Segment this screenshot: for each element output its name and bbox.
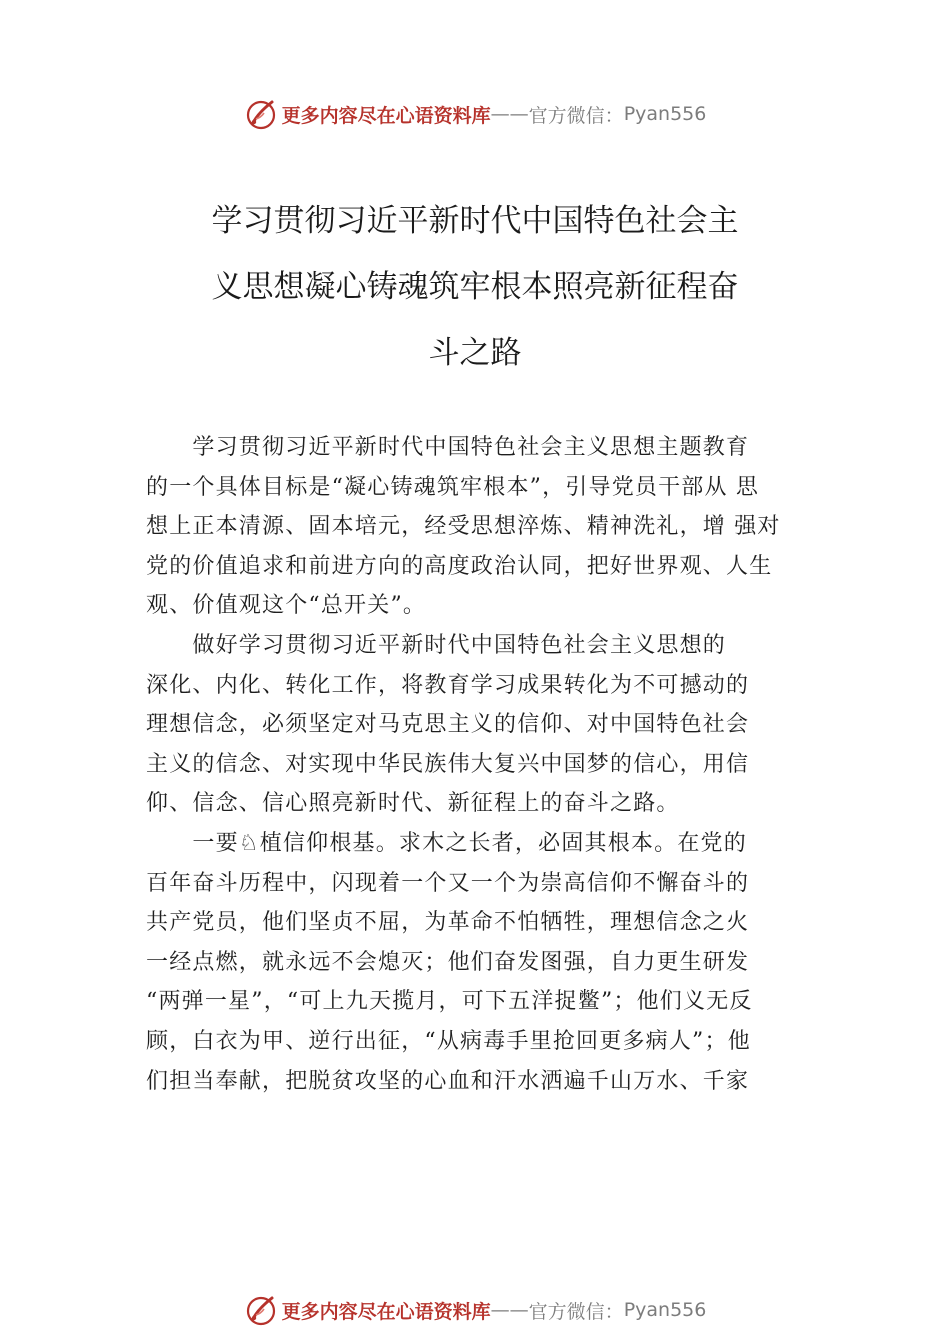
footer-watermark-banner bbox=[0, 1290, 950, 1330]
body-line: 想上正本清源、固本培元，经受思想淬炼、精神洗礼，增 强对 bbox=[146, 514, 781, 540]
title-line: 学习贯彻习近平新时代中国特色社会主 bbox=[211, 203, 739, 239]
body-line: 顾，白衣为甲、逆行出征，“从病毒手里抢回更多病人”；他 bbox=[146, 1028, 751, 1054]
body-line: 理想信念，必须坚定对马克思主义的信仰、对中国特色社会 bbox=[146, 712, 750, 738]
banner-account: Pyan556 bbox=[623, 1299, 707, 1321]
title-line: 义思想凝心铸魂筑牢根本照亮新征程奋 bbox=[211, 269, 739, 305]
document-title bbox=[150, 188, 800, 386]
banner-dash: —— bbox=[490, 103, 529, 125]
body-line: 仰、信念、信心照亮新时代、新征程上的奋斗之路。 bbox=[146, 791, 680, 817]
body-line: 一要♘植信仰根基。求木之长者，必固其根本。在党的 bbox=[146, 830, 747, 856]
body-line: 的一个具体目标是“凝心铸魂筑牢根本”，引导党员干部从 思 bbox=[146, 474, 760, 500]
body-line: 做好学习贯彻习近平新时代中国特色社会主义思想的 bbox=[146, 632, 727, 658]
banner-highlight-text: 更多内容尽在心语资料库 bbox=[281, 104, 491, 127]
banner-label: 官方微信： bbox=[528, 104, 624, 127]
header-watermark-banner bbox=[0, 94, 950, 134]
banner-dash: —— bbox=[490, 1299, 529, 1321]
body-line: 党的价值追求和前进方向的高度政治认同，把好世界观、人生 bbox=[146, 553, 773, 579]
banner-account: Pyan556 bbox=[623, 103, 707, 125]
brush-logo-icon bbox=[244, 97, 278, 131]
brush-logo-icon bbox=[244, 1293, 278, 1327]
banner-highlight-text: 更多内容尽在心语资料库 bbox=[281, 1300, 491, 1323]
body-line: 学习贯彻习近平新时代中国特色社会主义思想主题教育 bbox=[146, 435, 750, 460]
body-line: 主义的信念、对实现中华民族伟大复兴中国梦的信心，用信 bbox=[146, 751, 750, 777]
body-line: 一经点燃，就永远不会熄灭；他们奋发图强，自力更生研发 bbox=[146, 949, 750, 975]
title-line: 斗之路 bbox=[428, 335, 522, 371]
banner-label: 官方微信： bbox=[528, 1300, 624, 1323]
body-line: “两弹一星”，“可上九天揽月，可下五洋捉鳖”；他们义无反 bbox=[146, 989, 753, 1015]
body-line: 深化、内化、转化工作，将教育学习成果转化为不可撼动的 bbox=[146, 672, 750, 698]
document-body bbox=[146, 428, 836, 1101]
body-line: 观、价值观这个“总开关”。 bbox=[146, 593, 427, 619]
body-line: 百年奋斗历程中，闪现着一个又一个为崇高信仰不懈奋斗的 bbox=[146, 870, 750, 896]
body-line: 们担当奉献，把脱贫攻坚的心血和汗水洒遍千山万水、千家 bbox=[146, 1068, 750, 1094]
body-line: 共产党员，他们坚贞不屈，为革命不怕牺牲，理想信念之火 bbox=[146, 910, 750, 936]
